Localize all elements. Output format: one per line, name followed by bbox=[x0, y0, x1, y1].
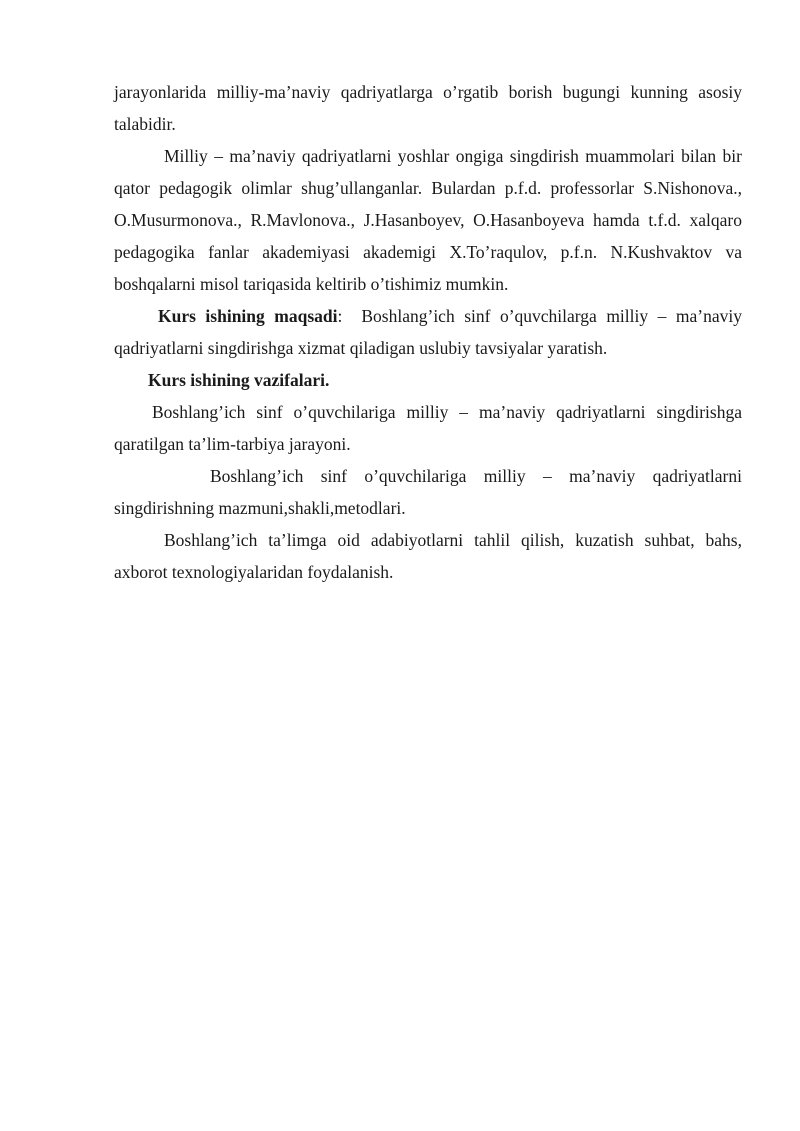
document-page bbox=[114, 76, 742, 588]
goal-text: Boshlang’ich sinf o’quvchilarga milliy – ma’naviy qadriyatlarni singdirishga xizmat qiladigan uslubiy tavsiyalar yaratish. bbox=[114, 306, 742, 358]
goal-paragraph bbox=[114, 300, 742, 364]
tasks-heading: Kurs ishining vazifalari. bbox=[148, 370, 330, 390]
task-item-1: Boshlang’ich sinf o’quvchilariga milliy – ma’naviy qadriyatlarni singdirishga qaratilgan ta’lim-tarbiya jarayoni. bbox=[114, 402, 742, 454]
goal-separator: : bbox=[337, 306, 362, 326]
continuation-paragraph: jarayonlarida milliy-ma’naviy qadriyatlarga o’rgatib borish bugungi kunning asosiy talabidir. bbox=[114, 82, 742, 134]
goal-label: Kurs ishining maqsadi bbox=[158, 306, 338, 326]
task-item-2: Boshlang’ich sinf o’quvchilariga milliy – ma’naviy qadriyatlarni singdirishning mazmuni,shakli,metodlari. bbox=[114, 466, 742, 518]
scholars-paragraph: Milliy – ma’naviy qadriyatlarni yoshlar ongiga singdirish muammolari bilan bir qator pedagogik olimlar shug’ullanganlar. Bulardan p.f.d. professorlar S.Nishonova., O.Musurmonova., R.Mavlonova., J.Hasanboyev, O.Hasanboyeva hamda t.f.d. xalqaro pedagogika fanlar akademiyasi akademigi X.To’raqulov, p.f.n. N.Kushvaktov va boshqalarni misol tariqasida keltirib o’tishimiz mumkin. bbox=[114, 146, 742, 294]
task-item-3: Boshlang’ich ta’limga oid adabiyotlarni tahlil qilish, kuzatish suhbat, bahs, axborot texnologiyalaridan foydalanish. bbox=[114, 530, 742, 582]
